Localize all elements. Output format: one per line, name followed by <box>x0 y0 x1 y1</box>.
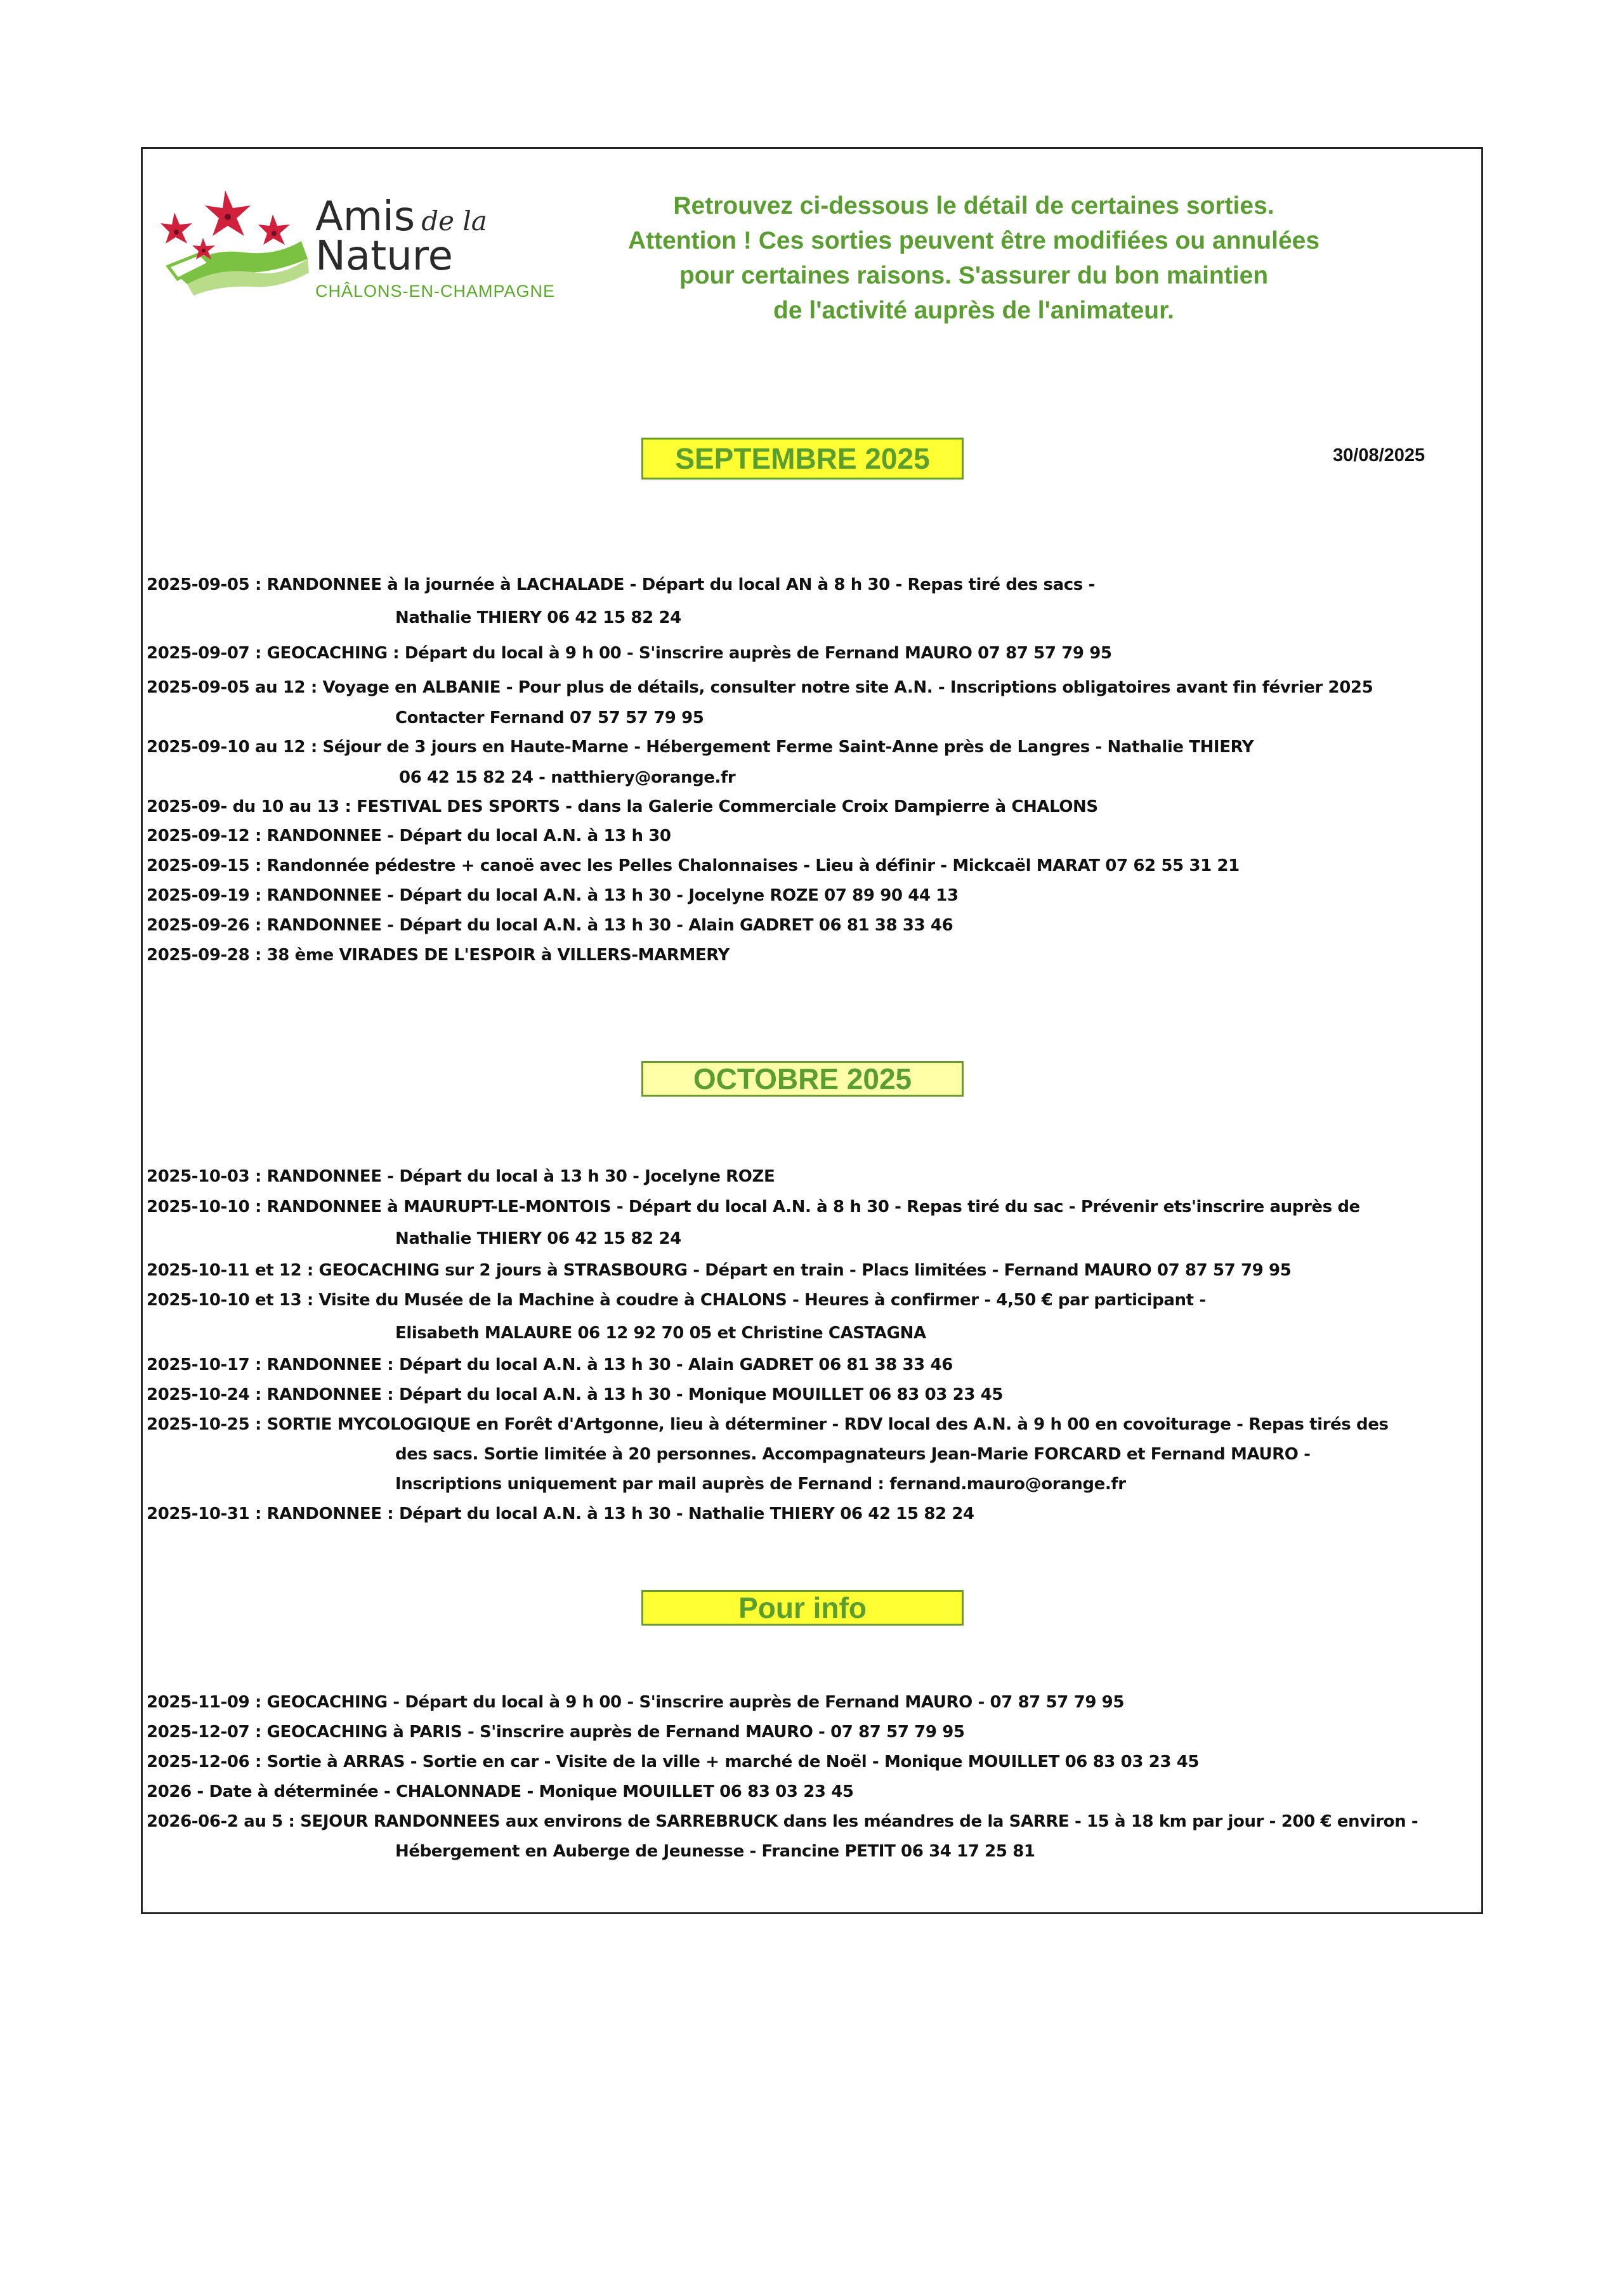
event-line: 2025-09-10 au 12 : Séjour de 3 jours en Haute-Marne - Hébergement Ferme Saint-Anne près de Langres - Nathalie THIERY <box>147 738 1254 757</box>
event-line: 2025-09-26 : RANDONNEE - Départ du local A.N. à 13 h 30 - Alain GADRET 06 81 38 33 46 <box>147 916 953 935</box>
event-line: des sacs. Sortie limitée à 20 personnes. Accompagnateurs Jean-Marie FORCARD et Fernand MAURO - <box>395 1445 1311 1464</box>
event-line: 2025-10-11 et 12 : GEOCACHING sur 2 jours à STRASBOURG - Départ en train - Placs limitées - Fernand MAURO 07 87 57 79 95 <box>147 1261 1292 1280</box>
flower-hands-icon <box>149 178 314 304</box>
event-line: 2025-11-09 : GEOCACHING - Départ du local à 9 h 00 - S'inscrire auprès de Fernand MAURO - 07 87 57 79 95 <box>147 1693 1125 1712</box>
event-line: 2025-10-24 : RANDONNEE : Départ du local A.N. à 13 h 30 - Monique MOUILLET 06 83 03 23 45 <box>147 1385 1004 1404</box>
event-line: 2025-09-05 : RANDONNEE à la journée à LACHALADE - Départ du local AN à 8 h 30 - Repas tiré des sacs - <box>147 575 1095 594</box>
event-line: 2025-09-15 : Randonnée pédestre + canoë avec les Pelles Chalonnaises - Lieu à définir - Mickcaël MARAT 07 62 55 31 21 <box>147 856 1240 875</box>
event-line: 2026 - Date à déterminée - CHALONNADE - Monique MOUILLET 06 83 03 23 45 <box>147 1782 854 1801</box>
header-notice <box>561 188 1386 328</box>
section-title-septembre: SEPTEMBRE 2025 <box>641 438 964 479</box>
event-line: 2025-12-06 : Sortie à ARRAS - Sortie en car - Visite de la ville + marché de Noël - Monique MOUILLET 06 83 03 23 45 <box>147 1752 1200 1771</box>
event-line: Elisabeth MALAURE 06 12 92 70 05 et Christine CASTAGNA <box>395 1324 926 1343</box>
event-line: 2025-09-05 au 12 : Voyage en ALBANIE - Pour plus de détails, consulter notre site A.N. - Inscriptions obligatoires avant fin février 2025 <box>147 678 1373 697</box>
event-line: 2025-10-17 : RANDONNEE : Départ du local A.N. à 13 h 30 - Alain GADRET 06 81 38 33 46 <box>147 1355 953 1374</box>
event-line: 2025-10-25 : SORTIE MYCOLOGIQUE en Forêt d'Artgonne, lieu à déterminer - RDV local des A.N. à 9 h 00 en covoiturage - Repas tirés des <box>147 1415 1389 1434</box>
event-line: 2025-09-28 : 38 ème VIRADES DE L'ESPOIR à VILLERS-MARMERY <box>147 946 730 965</box>
notice-line: Attention ! Ces sorties peuvent être modifiées ou annulées <box>627 227 1320 254</box>
document-date: 30/08/2025 <box>1333 445 1425 466</box>
event-line: Nathalie THIERY 06 42 15 82 24 <box>395 1229 681 1248</box>
event-line: 2025-09-19 : RANDONNEE - Départ du local A.N. à 13 h 30 - Jocelyne ROZE 07 89 90 44 13 <box>147 886 959 905</box>
event-line: 2025-12-07 : GEOCACHING à PARIS - S'inscrire auprès de Fernand MAURO - 07 87 57 79 95 <box>147 1723 965 1742</box>
logo-amis-text: Amis de la <box>315 193 487 240</box>
event-line: Inscriptions uniquement par mail auprès de Fernand : fernand.mauro@orange.fr <box>395 1475 1126 1494</box>
notice-line: Retrouvez ci-dessous le détail de certaines sorties. <box>673 192 1274 219</box>
event-line: 2025-09-07 : GEOCACHING : Départ du local à 9 h 00 - S'inscrire auprès de Fernand MAURO 07 87 57 79 95 <box>147 644 1112 663</box>
event-line: 2025-10-03 : RANDONNEE - Départ du local à 13 h 30 - Jocelyne ROZE <box>147 1167 775 1186</box>
page-frame <box>141 147 1483 1914</box>
club-logo <box>149 178 612 304</box>
section-title-octobre: OCTOBRE 2025 <box>641 1061 964 1097</box>
event-line: 2025-09-12 : RANDONNEE - Départ du local A.N. à 13 h 30 <box>147 826 671 845</box>
event-line: 2025-10-10 : RANDONNEE à MAURUPT-LE-MONTOIS - Départ du local A.N. à 8 h 30 - Repas tiré du sac - Prévenir ets'inscrire auprès de <box>147 1197 1360 1216</box>
logo-city-text: CHÂLONS-EN-CHAMPAGNE <box>315 282 556 301</box>
event-line: Hébergement en Auberge de Jeunesse - Francine PETIT 06 34 17 25 81 <box>395 1842 1035 1861</box>
event-line: Nathalie THIERY 06 42 15 82 24 <box>395 608 681 627</box>
event-line: 2025-09- du 10 au 13 : FESTIVAL DES SPORTS - dans la Galerie Commerciale Croix Dampierre à CHALONS <box>147 797 1098 816</box>
event-line: 2025-10-10 et 13 : Visite du Musée de la Machine à coudre à CHALONS - Heures à confirmer - 4,50 € par participant - <box>147 1291 1206 1310</box>
notice-line: de l'activité auprès de l'animateur. <box>773 297 1174 324</box>
event-line: 06 42 15 82 24 - natthiery@orange.fr <box>399 768 736 787</box>
event-line: 2025-10-31 : RANDONNEE : Départ du local A.N. à 13 h 30 - Nathalie THIERY 06 42 15 82 24 <box>147 1504 974 1523</box>
section-title-info: Pour info <box>641 1590 964 1626</box>
notice-line: pour certaines raisons. S'assurer du bon maintien <box>679 262 1269 289</box>
logo-nature-text: Nature <box>315 233 454 280</box>
event-line: 2026-06-2 au 5 : SEJOUR RANDONNEES aux environs de SARREBRUCK dans les méandres de la SARRE - 15 à 18 km par jour - 200 € environ - <box>147 1812 1418 1831</box>
event-line: Contacter Fernand 07 57 57 79 95 <box>395 708 704 727</box>
